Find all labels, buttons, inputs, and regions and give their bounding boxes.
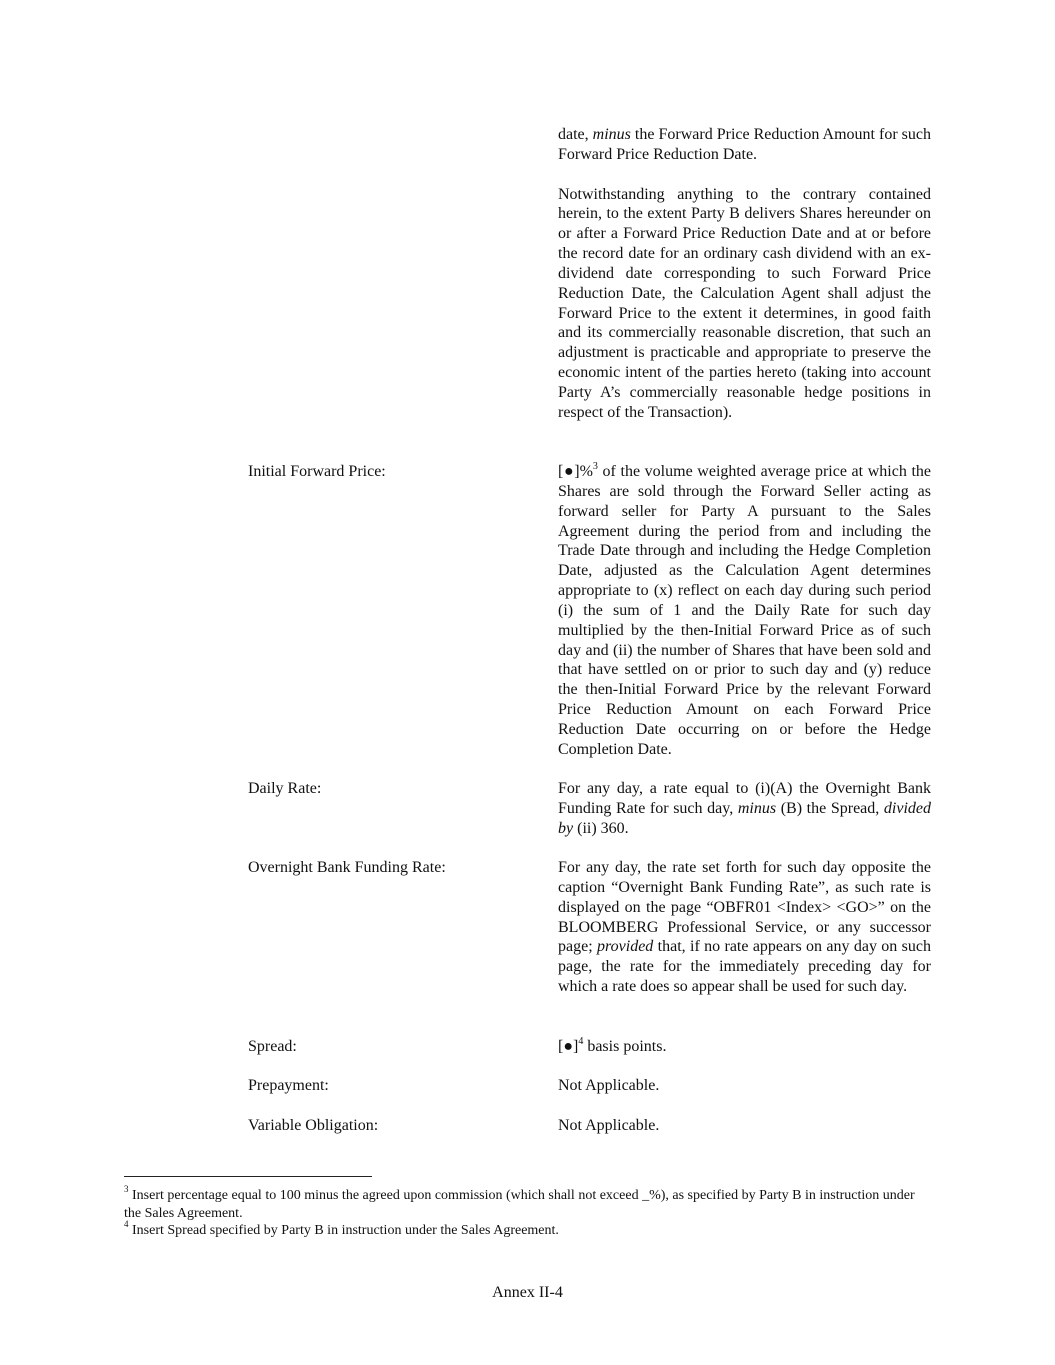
spread-definition: [●]$^4$ basis points.: [558, 1035, 667, 1055]
footnote-4: $^4$ Insert Spread specified by Party B in instruction under the Sales Agreement.: [124, 1219, 559, 1238]
continuation-paragraph-2: Notwithstanding anything to the contrary contained herein, to the extent Party B delivers Shares hereunder on or after a Forward Price Reduction Date and at or before the record date for an ordinary cash dividend with an ex-dividend date corresponding to such Forward Price Reduction Date, the Calculation Agent shall adjust the Forward Price to the extent it determines, in good faith and its commercially reasonable discretion, that such an adjustment is practicable and appropriate to preserve the economic intent of the parties hereto (taking into account Party A’s commercially reasonable hedge positions in respect of the Transaction).: [558, 185, 931, 421]
daily-rate-definition: For any day, a rate equal to (i)(A) the Overnight Bank Funding Rate for such day, minus (B) the Spread, divided by (ii) 360.: [558, 780, 931, 837]
variable-obligation-definition: Not Applicable.: [558, 1117, 660, 1134]
footnotes: [124, 1184, 924, 1240]
daily-rate-term: Daily Rate:: [248, 780, 322, 797]
continuation-paragraph-1: date, minus the Forward Price Reduction Amount for such Forward Price Reduction Date.: [558, 126, 931, 163]
prepayment-term: Prepayment:: [248, 1077, 329, 1094]
footnote-3: $^3$ Insert percentage equal to 100 minus the agreed upon commission (which shall not exceed _%), as specified by Party B in instruction under the Sales Agreement.: [124, 1184, 915, 1221]
footnote-ref-4: 4: [578, 1035, 584, 1047]
obfr-definition: For any day, the rate set forth for such day opposite the caption “Overnight Bank Funding Rate”, as such rate is displayed on the page “OBFR01 <Index> <GO>” on the BLOOMBERG Professional Service, or any successor page; provided that, if no rate appears on any day on such page, the rate for the immediately preceding day for which a rate does so appear shall be used for such day.: [558, 859, 931, 996]
continuation-definition: [558, 125, 931, 423]
prepayment-definition: Not Applicable.: [558, 1077, 660, 1094]
footnote-divider: [124, 1176, 372, 1177]
variable-obligation-term: Variable Obligation:: [248, 1117, 379, 1134]
spread-term: Spread:: [248, 1038, 297, 1055]
obfr-term: Overnight Bank Funding Rate:: [248, 859, 446, 876]
footnote-ref-3: 3: [592, 460, 598, 472]
initial-forward-price-term: Initial Forward Price:: [248, 463, 386, 480]
page-number: Annex II-4: [492, 1284, 563, 1301]
initial-forward-price-definition: [●]%$^3$ of the volume weighted average price at which the Shares are sold through the Forward Seller acting as forward seller for Party A pursuant to the Sales Agreement during the period from and including the Trade Date through and including the Hedge Completion Date, adjusted as the Calculation Agent determines appropriate to (x) reflect on each day during such period (i) the sum of 1 and the Daily Rate for such day multiplied by the then-Initial Forward Price as of such day and (ii) the number of Shares that have been sold and that have settled on or prior to such day and (y) reduce the then-Initial Forward Price by the relevant Forward Price Reduction Amount on each Forward Price Reduction Date occurring on or before the Hedge Completion Date.: [558, 460, 932, 758]
